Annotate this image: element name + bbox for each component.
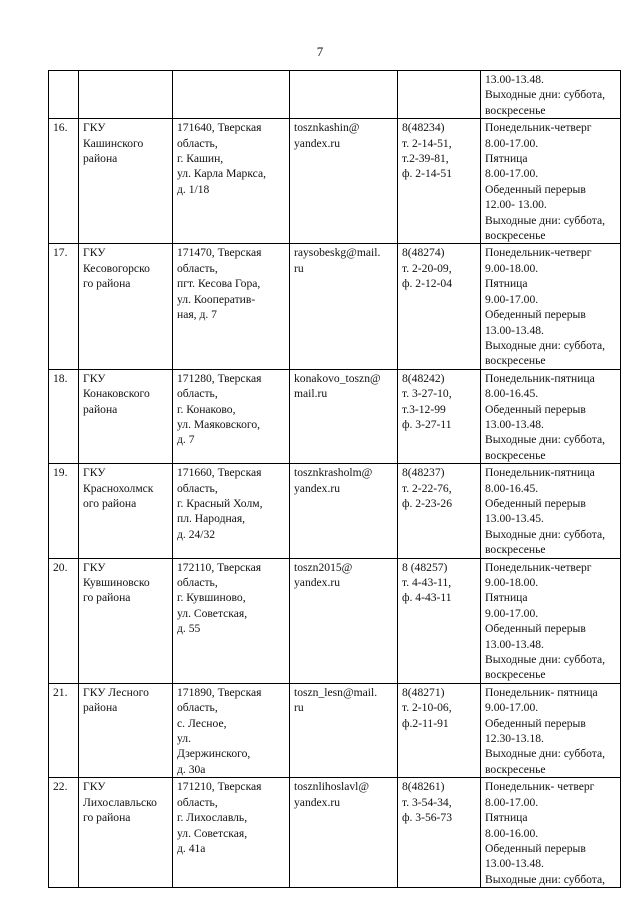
email-cell-line: tosznlihoslavl@ — [294, 780, 370, 794]
phone-cell-line: т.2-39-81, — [402, 152, 449, 166]
email-cell-line: ru — [294, 701, 304, 715]
address-cell-line: пгт. Кесова Гора, — [177, 277, 261, 291]
org-cell — [79, 778, 173, 888]
hours-cell-line: Выходные дни: суббота, — [485, 653, 606, 667]
phone-cell-line: ф. 3-56-73 — [402, 811, 453, 825]
address-cell-line: 171470, Тверская — [177, 246, 262, 260]
address-cell-line: 171640, Тверская — [177, 121, 262, 135]
org-cell-line: Кашинского — [83, 136, 144, 150]
org-cell-line: ГКУ — [83, 466, 106, 480]
hours-cell-line: 8.00-16.45. — [485, 481, 539, 495]
org-cell — [79, 71, 173, 119]
email-cell — [290, 71, 398, 119]
hours-cell-line: Выходные дни: суббота, — [485, 338, 606, 352]
num-cell-line: 20. — [53, 560, 68, 574]
phone-cell-line: 8(48242) — [402, 371, 445, 385]
address-cell-line: ул. Кооператив- — [177, 292, 256, 306]
phone-cell-line: 8(48237) — [402, 466, 445, 480]
hours-cell-line: 8.00-16.45. — [485, 387, 539, 401]
num-cell — [49, 778, 79, 888]
hours-cell-line: 13.00-13.48. — [485, 323, 544, 337]
email-cell — [290, 778, 398, 888]
hours-cell-line: Обеденный перерыв — [485, 402, 586, 416]
hours-cell-line: 8.00-16.00. — [485, 826, 539, 840]
hours-cell-line: 13.00-13.48. — [485, 73, 544, 86]
hours-cell — [481, 71, 621, 119]
org-cell-line: ГКУ Лесного — [83, 685, 149, 699]
table-row — [49, 778, 621, 888]
num-cell — [49, 71, 79, 119]
table-row — [49, 369, 621, 463]
org-cell — [79, 464, 173, 558]
hours-cell-line: Понедельник- пятница — [485, 685, 598, 699]
phone-cell-line: 8(48274) — [402, 246, 445, 260]
hours-cell-line: воскресенье — [485, 229, 546, 243]
org-cell-line: Кесовогорско — [83, 261, 150, 275]
hours-cell-line: Пятница — [485, 277, 528, 291]
hours-cell-line: 9.00-17.00. — [485, 292, 539, 306]
hours-cell-line: 9.00-18.00. — [485, 576, 539, 589]
phone-cell-line: 8(48261) — [402, 780, 445, 794]
phone-cell-line: т.3-12-99 — [402, 402, 446, 416]
phone-cell — [398, 558, 481, 683]
phone-cell — [398, 71, 481, 119]
phone-cell-line: т. 4-43-11, — [402, 576, 452, 589]
num-cell-line: 21. — [53, 685, 68, 699]
org-cell-line: ГКУ — [83, 121, 106, 135]
hours-cell-line: воскресенье — [485, 762, 546, 776]
hours-cell-line: Обеденный перерыв — [485, 496, 586, 510]
org-cell-line: Лихославльско — [83, 795, 157, 809]
hours-cell-line: Обеденный перерыв — [485, 308, 586, 322]
hours-cell-line: Выходные дни: суббота, — [485, 88, 606, 102]
page-number: 7 — [316, 44, 324, 59]
hours-cell-line: Понедельник- четверг — [485, 780, 595, 794]
hours-cell-line: 9.00-18.00. — [485, 261, 539, 275]
address-cell-line: д. 30а — [177, 762, 206, 776]
address-cell — [173, 71, 290, 119]
email-cell-line: tosznkrasholm@ — [294, 466, 373, 480]
hours-cell-line: Понедельник-четверг — [485, 560, 592, 574]
hours-cell-line: 8.00-17.00. — [485, 167, 539, 181]
email-cell — [290, 683, 398, 777]
address-cell-line: д. 24/32 — [177, 527, 216, 541]
address-cell-line: д. 1/18 — [177, 182, 210, 196]
hours-cell-line: Обеденный перерыв — [485, 841, 586, 855]
address-cell — [173, 464, 290, 558]
hours-cell — [481, 778, 621, 888]
email-cell — [290, 119, 398, 244]
table-row — [49, 683, 621, 777]
hours-cell-line: Понедельник-четверг — [485, 246, 592, 260]
org-cell-line: го района — [83, 591, 131, 605]
hours-cell-line: 9.00-17.00. — [485, 606, 539, 620]
address-cell-line: г. Кашин, — [177, 152, 224, 166]
table-row — [49, 464, 621, 558]
address-cell-line: 172110, Тверская — [177, 560, 262, 574]
phone-cell-line: ф. 4-43-11 — [402, 591, 452, 605]
address-cell-line: область, — [177, 261, 218, 275]
hours-cell-line: 12.30-13.18. — [485, 732, 544, 746]
num-cell — [49, 683, 79, 777]
hours-cell-line: 8.00-17.00. — [485, 136, 539, 150]
address-cell-line: д. 55 — [177, 622, 201, 636]
email-cell-line: toszn2015@ — [294, 560, 353, 574]
org-cell-line: го района — [83, 277, 131, 291]
hours-cell-line: 13.00-13.48. — [485, 857, 544, 871]
address-cell-line: с. Лесное, — [177, 716, 227, 730]
org-cell-line: района — [83, 402, 118, 416]
address-cell-line: ул. Маяковского, — [177, 417, 261, 431]
org-cell-line: Кувшиновско — [83, 576, 150, 589]
hours-cell-line: 13.00-13.48. — [485, 417, 544, 431]
phone-cell-line: ф. 2-23-26 — [402, 496, 453, 510]
address-cell-line: ул. — [177, 732, 191, 746]
email-cell-line: yandex.ru — [294, 576, 341, 589]
address-cell-line: область, — [177, 481, 218, 495]
hours-cell-line: Пятница — [485, 591, 528, 605]
num-cell — [49, 369, 79, 463]
phone-cell-line: т. 2-20-09, — [402, 261, 452, 275]
org-cell-line: района — [83, 152, 118, 166]
hours-cell-line: воскресенье — [485, 103, 546, 117]
email-cell-line: tosznkashin@ — [294, 121, 360, 135]
hours-cell-line: 12.00- 13.00. — [485, 198, 547, 212]
phone-cell — [398, 369, 481, 463]
hours-cell — [481, 244, 621, 369]
hours-cell-line: Выходные дни: суббота, — [485, 527, 606, 541]
org-cell — [79, 683, 173, 777]
email-cell-line: konakovo_toszn@ — [294, 371, 381, 385]
address-cell-line: д. 7 — [177, 433, 195, 447]
hours-cell-line: Выходные дни: суббота, — [485, 213, 606, 227]
hours-cell-line: воскресенье — [485, 448, 546, 462]
hours-cell-line: воскресенье — [485, 354, 546, 368]
hours-cell-line: Понедельник-четверг — [485, 121, 592, 135]
num-cell-line: 18. — [53, 371, 68, 385]
org-cell-line: ГКУ — [83, 371, 106, 385]
hours-cell-line: 13.00-13.48. — [485, 637, 544, 651]
hours-cell — [481, 369, 621, 463]
hours-cell-line: 8.00-17.00. — [485, 795, 539, 809]
phone-cell — [398, 464, 481, 558]
hours-cell — [481, 683, 621, 777]
num-cell — [49, 558, 79, 683]
email-cell-line: yandex.ru — [294, 136, 341, 150]
address-cell-line: область, — [177, 576, 218, 589]
num-cell — [49, 244, 79, 369]
phone-cell — [398, 119, 481, 244]
num-cell — [49, 464, 79, 558]
org-cell-line: ГКУ — [83, 246, 106, 260]
address-cell-line: 171890, Тверская — [177, 685, 262, 699]
address-cell-line: д. 41а — [177, 841, 206, 855]
phone-cell-line: 8(48271) — [402, 685, 445, 699]
address-cell — [173, 558, 290, 683]
address-cell — [173, 683, 290, 777]
hours-cell-line: воскресенье — [485, 543, 546, 557]
hours-cell-line: Понедельник-пятница — [485, 466, 595, 480]
address-cell-line: г. Красный Холм, — [177, 496, 263, 510]
org-cell — [79, 558, 173, 683]
hours-cell — [481, 119, 621, 244]
num-cell-line: 17. — [53, 246, 68, 260]
email-cell-line: mail.ru — [294, 387, 328, 401]
phone-cell-line: ф.2-11-91 — [402, 716, 449, 730]
address-cell-line: область, — [177, 387, 218, 401]
email-cell-line: toszn_lesn@mail. — [294, 685, 378, 699]
table-row — [49, 558, 621, 683]
phone-cell-line: т. 3-27-10, — [402, 387, 452, 401]
phone-cell-line: т. 2-14-51, — [402, 136, 452, 150]
org-cell-line: Краснохолмск — [83, 481, 154, 495]
hours-cell-line: Обеденный перерыв — [485, 622, 586, 636]
offices-table — [48, 70, 621, 888]
org-cell-line: района — [83, 701, 118, 715]
phone-cell-line: 8 (48257) — [402, 560, 448, 574]
num-cell — [49, 119, 79, 244]
hours-cell-line: Понедельник-пятница — [485, 371, 595, 385]
email-cell — [290, 369, 398, 463]
address-cell-line: г. Кувшиново, — [177, 591, 246, 605]
phone-cell-line: т. 2-22-76, — [402, 481, 452, 495]
org-cell-line: ГКУ — [83, 780, 106, 794]
table-row-continuation — [49, 71, 621, 119]
hours-cell-line: Обеденный перерыв — [485, 716, 586, 730]
phone-cell — [398, 244, 481, 369]
address-cell-line: пл. Народная, — [177, 512, 246, 526]
org-cell-line: ГКУ — [83, 560, 106, 574]
org-cell-line: Конаковского — [83, 387, 150, 401]
address-cell — [173, 244, 290, 369]
address-cell — [173, 369, 290, 463]
num-cell-line: 19. — [53, 466, 68, 480]
hours-cell-line: Выходные дни: суббота, — [485, 433, 606, 447]
email-cell — [290, 244, 398, 369]
hours-cell-line: 13.00-13.45. — [485, 512, 544, 526]
hours-cell-line: 9.00-17.00. — [485, 701, 539, 715]
address-cell-line: 171660, Тверская — [177, 466, 262, 480]
hours-cell-line: Выходные дни: суббота, — [485, 872, 606, 886]
hours-cell-line: Пятница — [485, 811, 528, 825]
address-cell-line: ул. Карла Маркса, — [177, 167, 266, 181]
address-cell-line: г. Конаково, — [177, 402, 236, 416]
address-cell-line: ул. Советская, — [177, 606, 248, 620]
email-cell-line: yandex.ru — [294, 481, 341, 495]
phone-cell — [398, 778, 481, 888]
email-cell-line: yandex.ru — [294, 795, 341, 809]
phone-cell-line: ф. 2-14-51 — [402, 167, 453, 181]
hours-cell-line: Обеденный перерыв — [485, 182, 586, 196]
phone-cell-line: ф. 3-27-11 — [402, 417, 452, 431]
hours-cell-line: Выходные дни: суббота, — [485, 747, 606, 761]
address-cell-line: область, — [177, 136, 218, 150]
hours-cell — [481, 464, 621, 558]
org-cell — [79, 244, 173, 369]
address-cell-line: г. Лихославль, — [177, 811, 248, 825]
address-cell-line: Дзержинского, — [177, 747, 251, 761]
phone-cell — [398, 683, 481, 777]
table-row — [49, 119, 621, 244]
offices-table-body — [49, 71, 621, 888]
address-cell-line: 171280, Тверская — [177, 371, 262, 385]
email-cell — [290, 558, 398, 683]
phone-cell-line: ф. 2-12-04 — [402, 277, 453, 291]
email-cell — [290, 464, 398, 558]
org-cell — [79, 119, 173, 244]
num-cell-line: 22. — [53, 780, 68, 794]
table-row — [49, 244, 621, 369]
address-cell — [173, 119, 290, 244]
phone-cell-line: т. 3-54-34, — [402, 795, 452, 809]
address-cell-line: ная, д. 7 — [177, 308, 217, 322]
email-cell-line: ru — [294, 261, 304, 275]
num-cell-line: 16. — [53, 121, 68, 135]
phone-cell-line: т. 2-10-06, — [402, 701, 452, 715]
phone-cell-line: 8(48234) — [402, 121, 445, 135]
address-cell-line: ул. Советская, — [177, 826, 248, 840]
hours-cell-line: воскресенье — [485, 668, 546, 682]
address-cell — [173, 778, 290, 888]
org-cell-line: ого района — [83, 496, 137, 510]
org-cell-line: го района — [83, 811, 131, 825]
address-cell-line: область, — [177, 701, 218, 715]
email-cell-line: raysobeskg@mail. — [294, 246, 381, 260]
address-cell-line: область, — [177, 795, 218, 809]
address-cell-line: 171210, Тверская — [177, 780, 262, 794]
org-cell — [79, 369, 173, 463]
hours-cell — [481, 558, 621, 683]
hours-cell-line: Пятница — [485, 152, 528, 166]
